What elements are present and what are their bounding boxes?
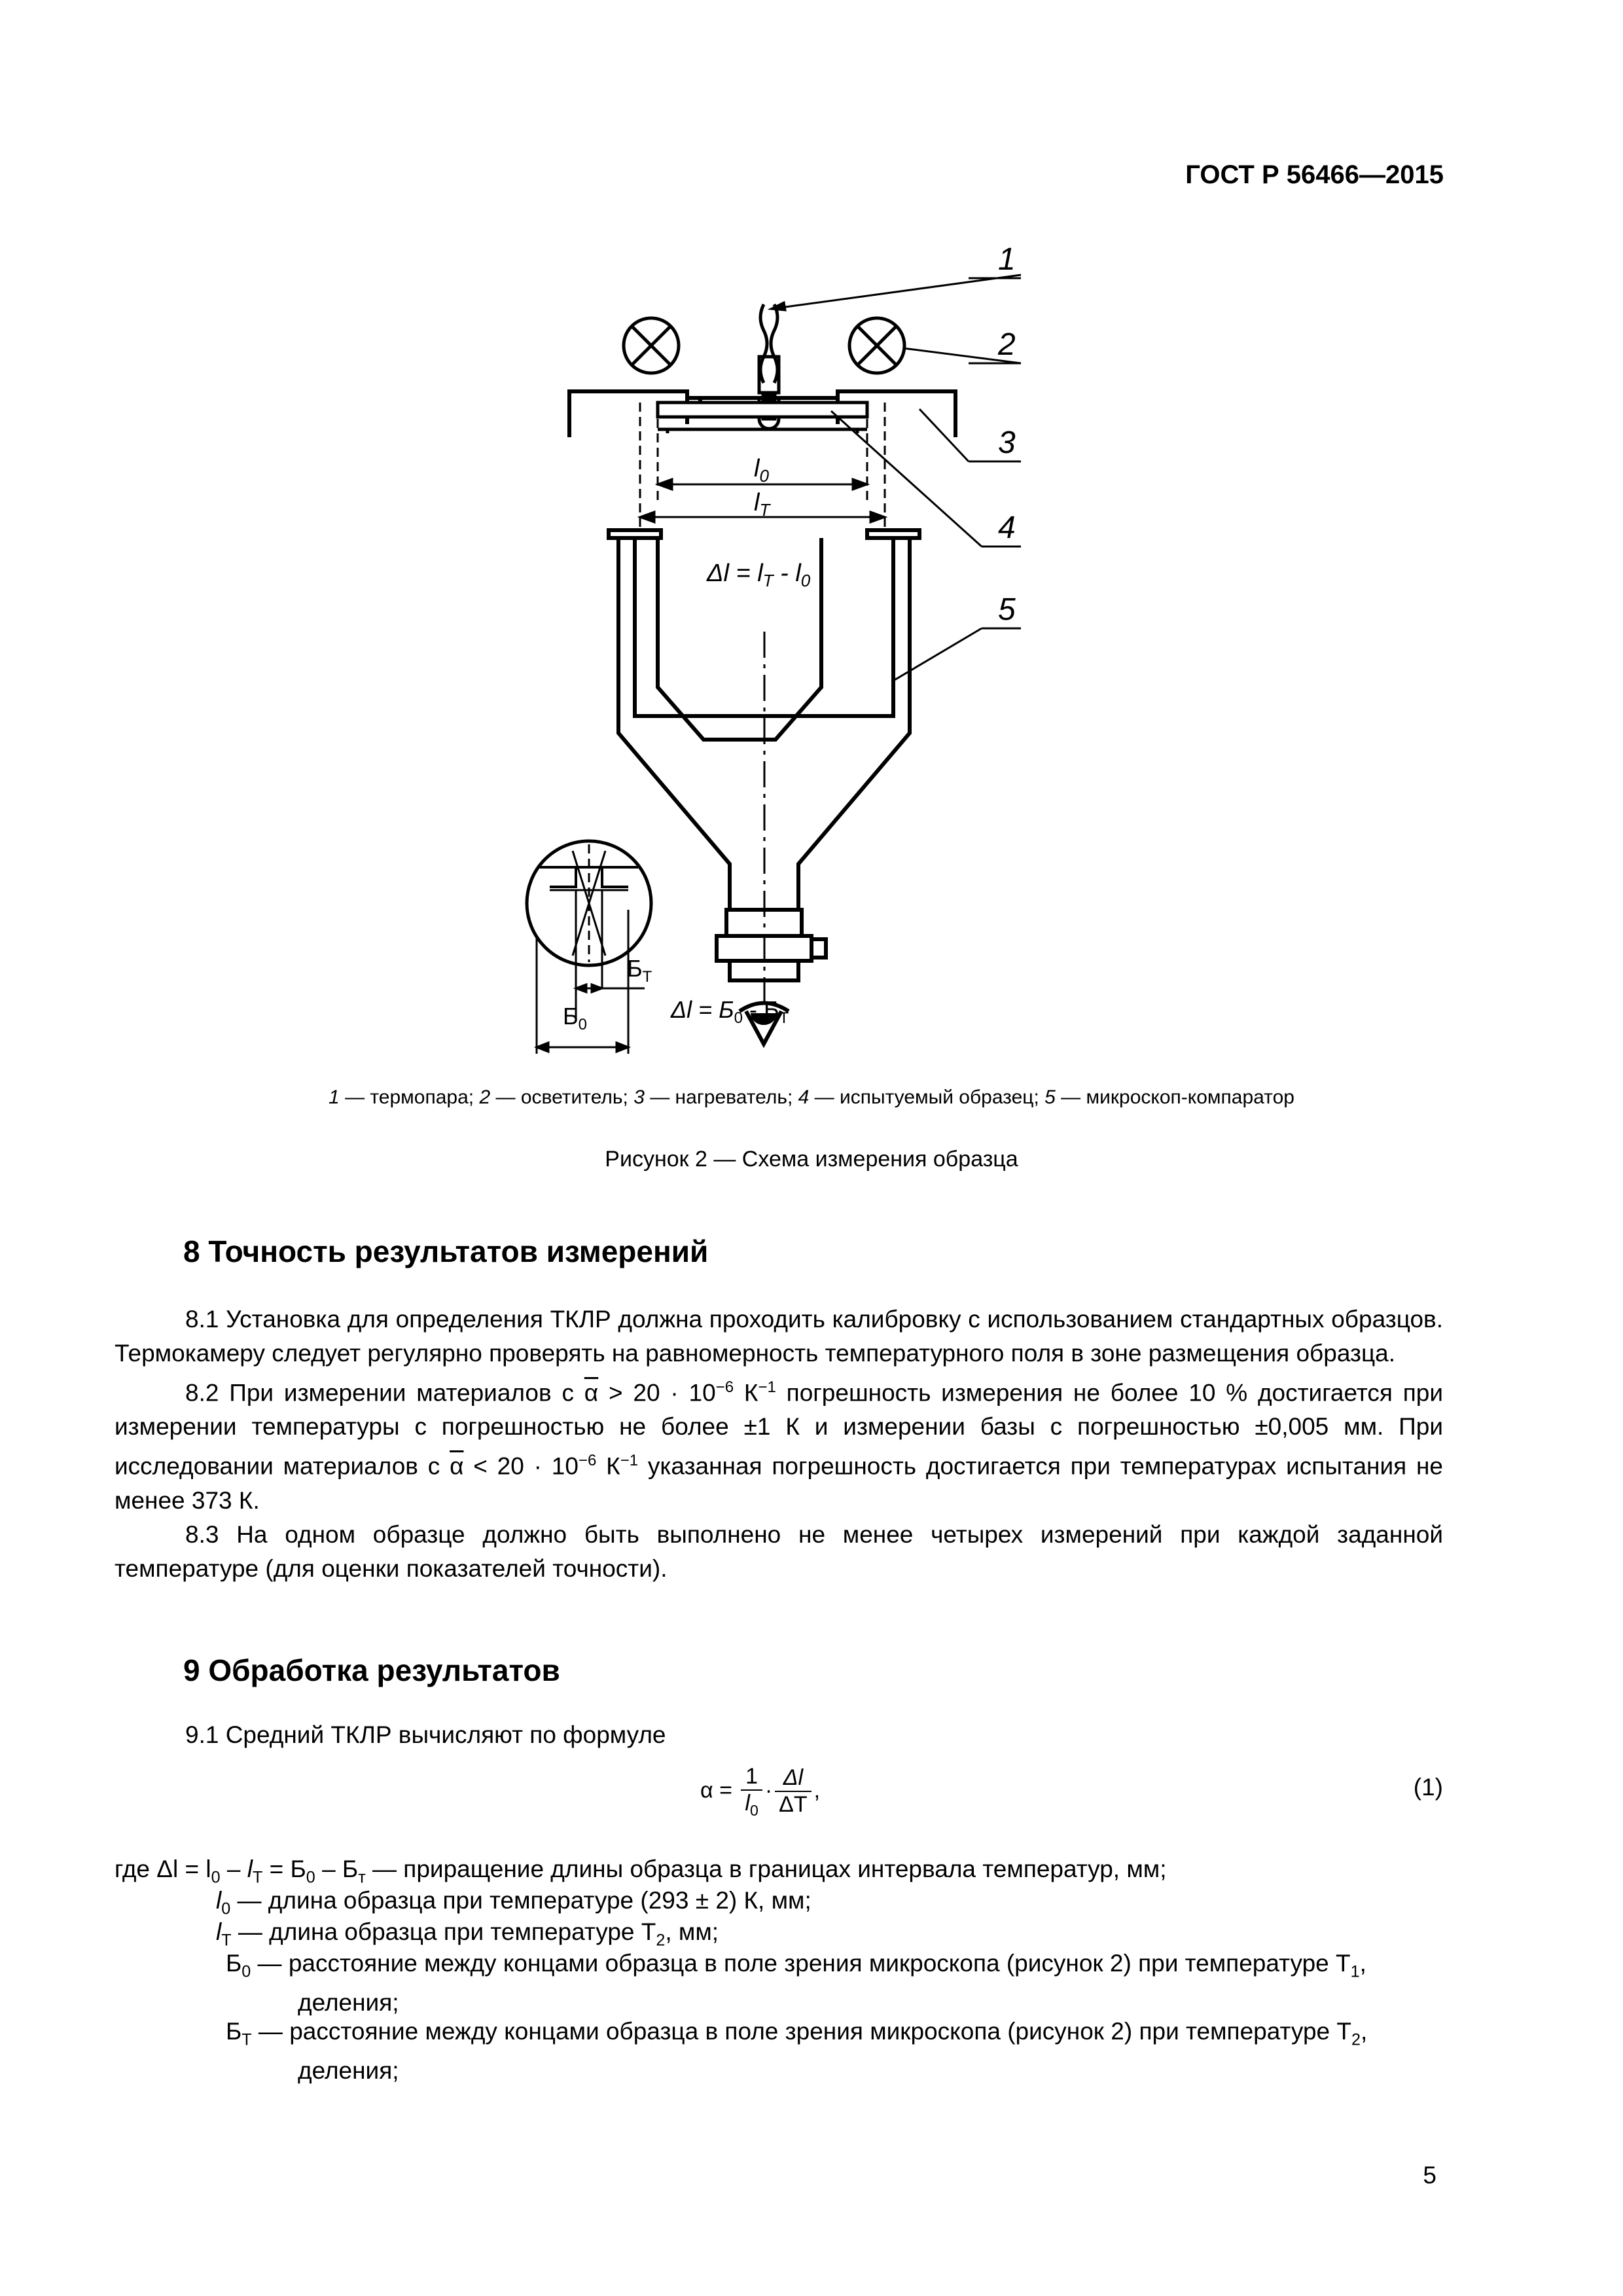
bt-label: $Б_Т$ xyxy=(627,955,652,986)
def-bt: $Б_Т$ — расстояние между концами образца в поле зрения микроскопа (рисунок 2) при температуре $Т_2$, деления; xyxy=(226,2018,1368,2085)
section-8-body xyxy=(115,1302,1443,1586)
specimen xyxy=(658,403,867,433)
document-code: ГОСТ Р 56466—2015 xyxy=(1185,160,1444,189)
page-number: 5 xyxy=(1423,2162,1436,2189)
figure-formula-bottom: $\Delta l = Б_0 - Б_Т$ xyxy=(671,996,789,1027)
def-delta-l: где $\Delta l = l_0 - l_Т = Б_0 - Б_т$ — приращение длины образца в границах интервала температур, мм; xyxy=(115,1856,1167,1887)
label-4: 4 xyxy=(998,511,1016,545)
field-of-view xyxy=(527,841,651,1054)
label-1: 1 xyxy=(998,242,1016,277)
formula-number: (1) xyxy=(1413,1774,1443,1801)
b0-label: $Б_0$ xyxy=(563,1003,587,1033)
formula-1: α = $\frac{1}{l_0}$ · $\frac{\Delta l}{\Delta T}$ , xyxy=(700,1764,821,1819)
para-8-1: 8.1 Установка для определения ТКЛР должна проходить калибровку с использованием стандартных образцов. Термокамеру следует регулярно проверять на равномерность температурного поля в зоне размещения образца. xyxy=(115,1306,1443,1367)
para-9-1: 9.1 Средний ТКЛР вычисляют по формуле xyxy=(185,1721,666,1748)
label-5: 5 xyxy=(998,592,1016,627)
def-l0: $l_0$ — длина образца при температуре (293 ± 2) К, мм; xyxy=(216,1887,812,1918)
illuminator-right xyxy=(849,318,904,373)
label-2: 2 xyxy=(998,327,1016,362)
dim-l0-label: $l_0$ xyxy=(754,455,769,486)
para-8-2: 8.2 При измерении материалов с $\overline{\alpha} > 20 \cdot 10^{-6}$ $К^{-1}$ погрешность измерения не более 10 % достигается при измерении температуры с погрешностью не более ±1 К и измерении базы с погрешностью ±0,005 мм. При исследовании материалов с $\overline{\alpha} < 20 \cdot 10^{-6}$ $К^{-1}$ указанная погрешность достигается при температурах испытания не менее 373 К. xyxy=(115,1378,1443,1514)
section-8-title: 8 Точность результатов измерений xyxy=(183,1234,709,1268)
label-3: 3 xyxy=(998,425,1016,460)
measurement-scheme-figure xyxy=(510,236,1472,1067)
def-lt: $l_Т$ — длина образца при температуре $Т_2$, мм; xyxy=(216,1918,719,1950)
para-8-3: 8.3 На одном образце должно быть выполнено не менее четырех измерений при каждой заданной температуре (для оценки показателей точности). xyxy=(115,1520,1443,1582)
figure-caption: Рисунок 2 — Схема измерения образца xyxy=(605,1147,1018,1172)
dim-lt-label: $l_T$ xyxy=(754,489,770,520)
section-9-title: 9 Обработка результатов xyxy=(183,1653,560,1687)
def-b0: $Б_0$ — расстояние между концами образца в поле зрения микроскопа (рисунок 2) при температуре $Т_1$, деления; xyxy=(226,1950,1366,2017)
section-9-body xyxy=(115,1718,1443,1752)
figure-formula-top: $\Delta l = l_T - l_0$ xyxy=(707,560,811,590)
figure-legend: 1 — термопара; 2 — осветитель; 3 — нагреватель; 4 — испытуемый образец; 5 — микроскоп-компаратор xyxy=(329,1086,1294,1108)
illuminator-left xyxy=(624,318,679,373)
